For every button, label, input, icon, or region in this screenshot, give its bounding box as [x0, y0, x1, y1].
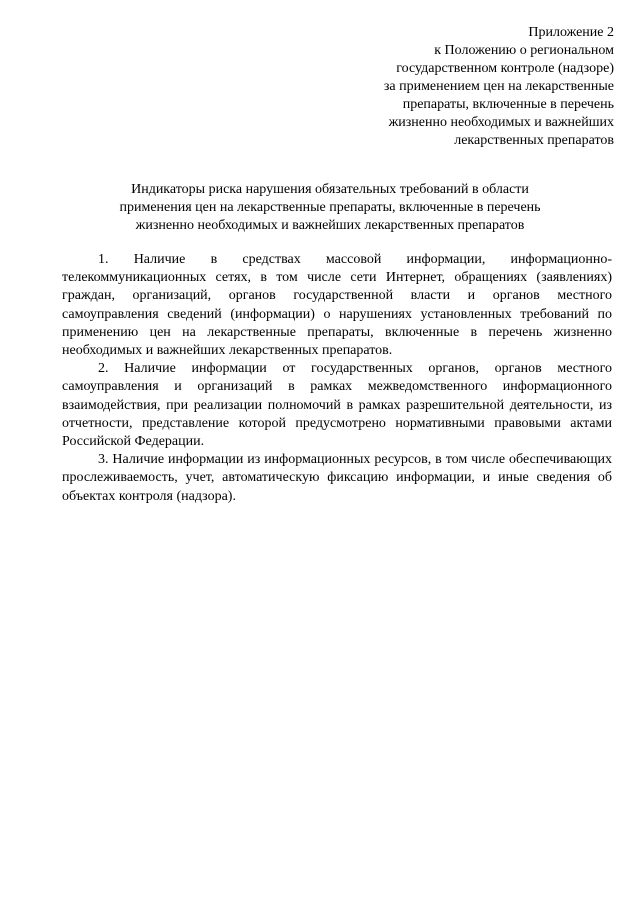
appendix-line: Приложение 2 — [528, 25, 614, 40]
title-line: Индикаторы риска нарушения обязательных требований в области — [131, 182, 529, 197]
title-line: применения цен на лекарственные препараты, включенные в перечень — [119, 200, 541, 215]
appendix-line: к Положению о региональном — [434, 43, 614, 58]
document-title — [50, 181, 610, 235]
appendix-line: государственном контроле (надзоре) — [396, 61, 614, 76]
paragraph-2: 2. Наличие информации от государственных органов, органов местного самоуправления и организаций в рамках межведомственного информационного взаимодействия, при реализации полномочий в рамках разрешительной деятельности, из отчетности, представление которой предусмотрено нормативными правовыми актами Российской Федерации. — [62, 361, 612, 450]
appendix-line: лекарственных препаратов — [454, 133, 614, 148]
paragraph-1: 1. Наличие в средствах массовой информации, информационно-телекоммуникационных сетях, в том числе сети Интернет, обращениях (заявлениях) граждан, организаций, органов государственной власти и органов местного самоуправления сведений (информации) о нарушениях установленных требований по применению цен на лекарственные препараты, включенные в перечень жизненно необходимых и важнейших лекарственных препаратов. — [62, 252, 612, 359]
appendix-line: препараты, включенные в перечень — [402, 97, 614, 112]
appendix-line: жизненно необходимых и важнейших — [388, 115, 614, 130]
title-line: жизненно необходимых и важнейших лекарственных препаратов — [135, 218, 525, 233]
paragraph-3: 3. Наличие информации из информационных ресурсов, в том числе обеспечивающих прослеживаемость, учет, автоматическую фиксацию информации, и иные сведения об объектах контроля (надзора). — [62, 452, 612, 504]
appendix-line: за применением цен на лекарственные — [383, 79, 614, 94]
appendix-reference — [314, 24, 614, 150]
document-body — [62, 251, 612, 506]
